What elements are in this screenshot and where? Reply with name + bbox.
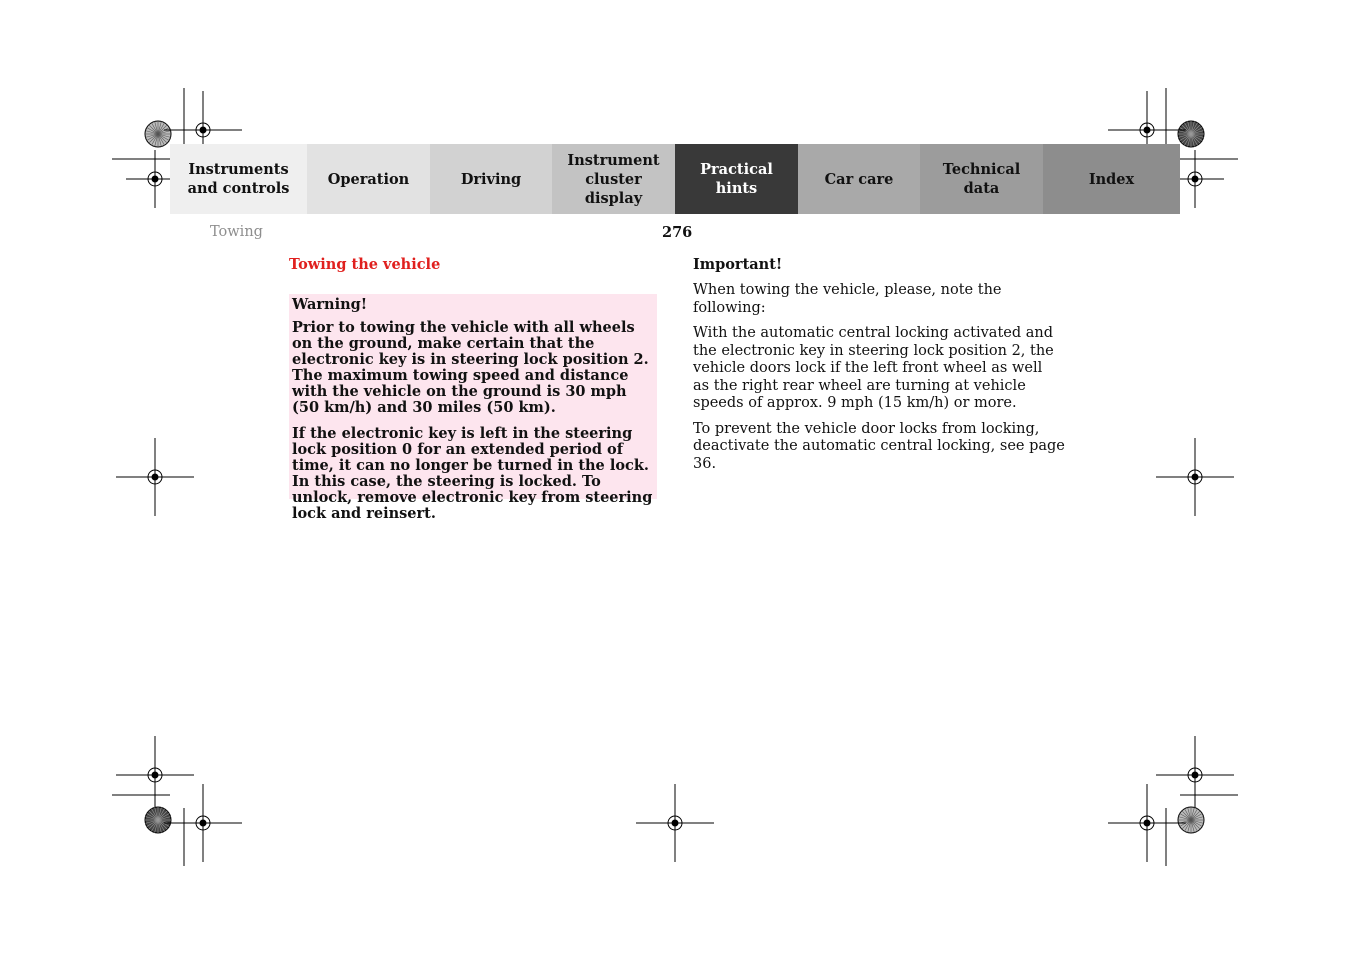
section-heading: Towing the vehicle: [289, 256, 441, 273]
registration-target-dot: [200, 127, 207, 134]
warning-box: [289, 294, 657, 522]
page-number: 276: [662, 224, 693, 241]
tab-car-care[interactable]: Car care: [798, 144, 920, 214]
registration-target-dot: [1144, 127, 1151, 134]
registration-target-dot: [152, 176, 159, 183]
section-label: Towing: [210, 224, 263, 240]
important-title: Important!: [693, 256, 783, 273]
warning-title: Warning!: [292, 296, 368, 313]
registration-target-dot: [1192, 474, 1199, 481]
registration-target-dot: [1192, 772, 1199, 779]
important-paragraph: With the automatic central locking activated and the electronic key in steering lock position 2, the vehicle doors lock if the left front wheel as well as the right rear wheel are turning at vehicle speeds of approx. 9 mph (15 km/h) or more.: [693, 325, 1054, 411]
tab-technical-data[interactable]: Technical data: [920, 144, 1043, 214]
registration-target-dot: [152, 772, 159, 779]
registration-target-dot: [152, 474, 159, 481]
important-column: [693, 256, 1073, 481]
chapter-tab-bar: [170, 144, 1180, 214]
registration-target-dot: [1192, 176, 1199, 183]
tab-operation[interactable]: Operation: [307, 144, 430, 214]
important-paragraph: When towing the vehicle, please, note the following:: [693, 282, 1002, 316]
tab-instrument-cluster-display[interactable]: Instrument cluster display: [552, 144, 675, 214]
tab-instruments-and-controls[interactable]: Instruments and controls: [170, 144, 307, 214]
tab-practical-hints[interactable]: Practical hints: [675, 144, 798, 214]
important-paragraph: To prevent the vehicle door locks from locking, deactivate the automatic central locking, see page 36.: [693, 420, 1065, 472]
registration-target-dot: [1144, 820, 1151, 827]
registration-target-dot: [672, 820, 679, 827]
tab-driving[interactable]: Driving: [430, 144, 552, 214]
warning-paragraph: Prior to towing the vehicle with all wheels on the ground, make certain that the electronic key is in steering lock position 2. The maximum towing speed and distance with the vehicle on the ground is 30 mph (50 km/h) and 30 miles (50 km).: [292, 319, 649, 416]
tab-index[interactable]: Index: [1043, 144, 1180, 214]
warning-paragraph: If the electronic key is left in the steering lock position 0 for an extended period of time, it can no longer be turned in the lock. In this case, the steering is locked. To unlock, remove electronic key from steering lock and reinsert.: [292, 425, 653, 522]
registration-target-dot: [200, 820, 207, 827]
